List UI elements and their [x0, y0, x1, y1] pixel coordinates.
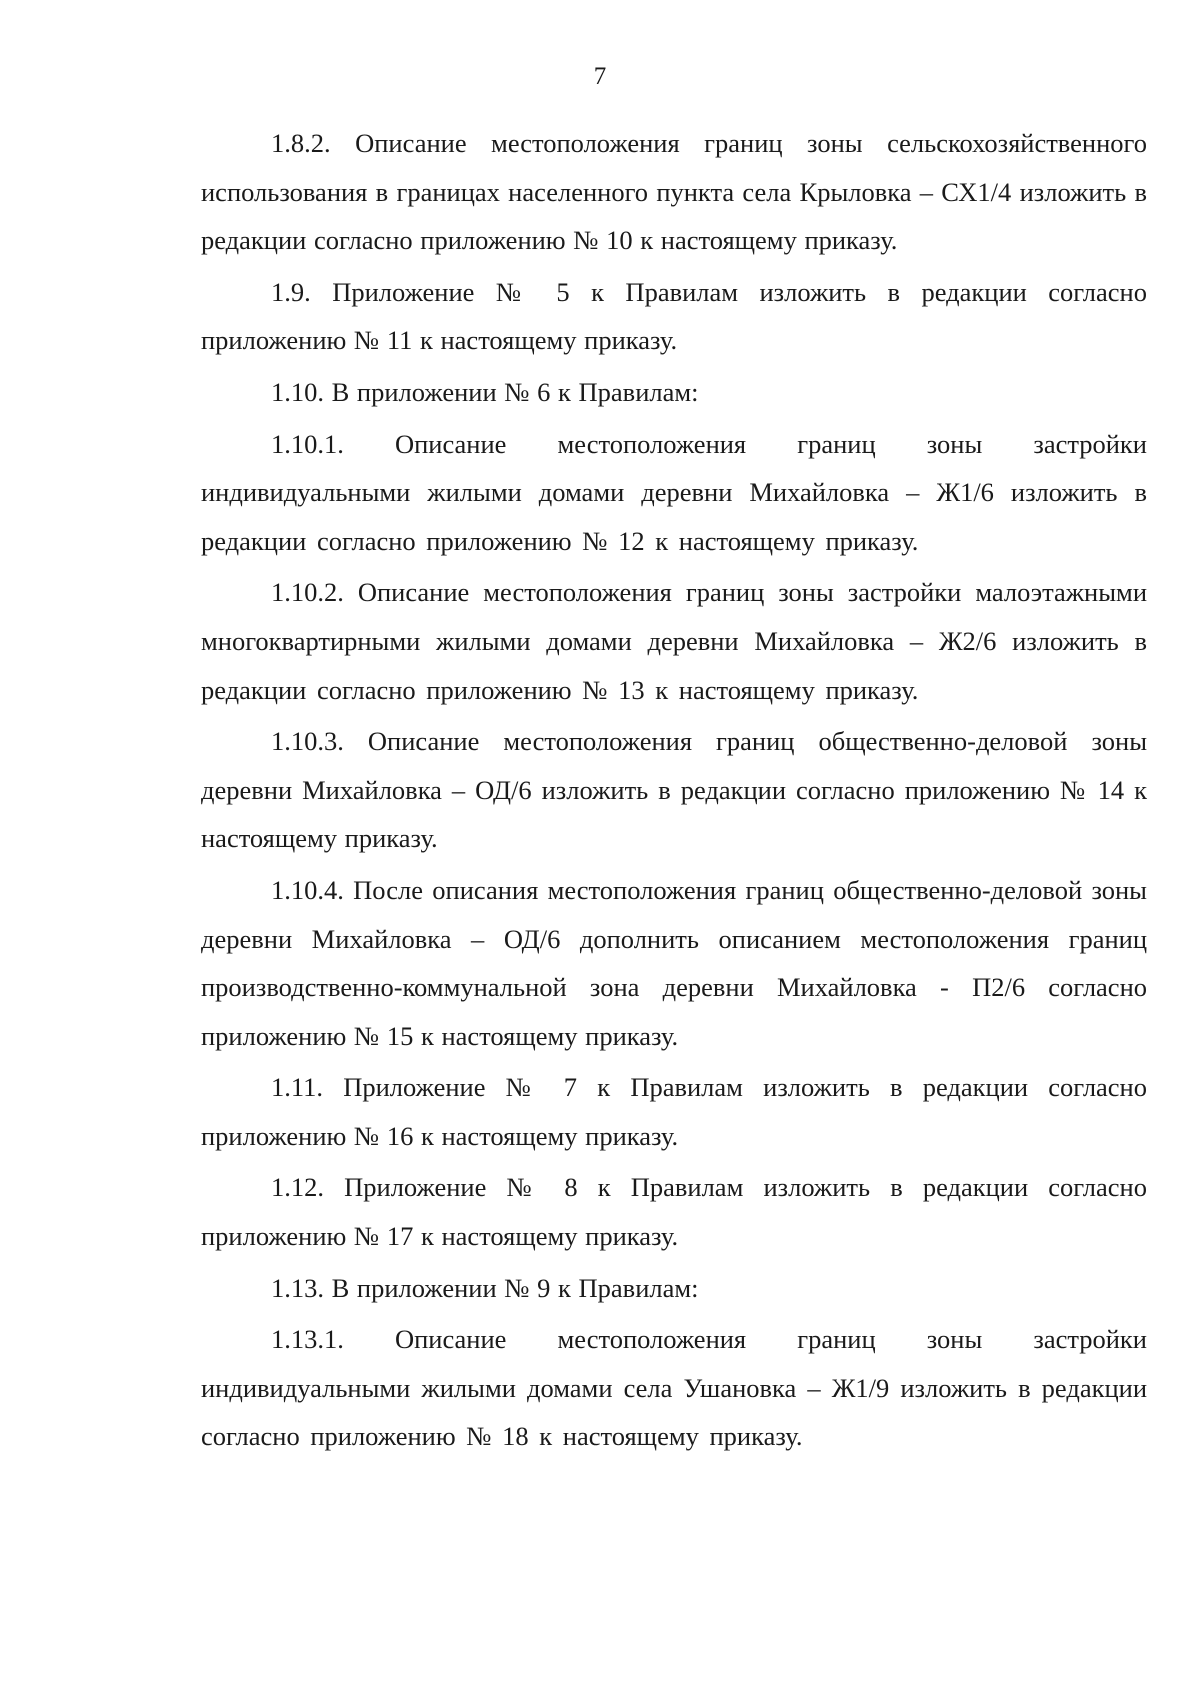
paragraph-1-10-1: 1.10.1. Описание местоположения границ зоны застройки индивидуальными жилыми домами деревни Михайловка – Ж1/6 изложить в редакции согласно приложению № 12 к настоящему приказу. — [201, 428, 1147, 556]
paragraph-1-8-2: 1.8.2. Описание местоположения границ зоны сельскохозяйственного использования в границах населенного пункта села Крыловка – СХ1/4 изложить в редакции согласно приложению № 10 к настоящему приказу. — [201, 128, 1147, 256]
page-number: 7 — [593, 63, 607, 90]
paragraph-1-12: 1.12. Приложение № 8 к Правилам изложить в редакции согласно приложению № 17 к настоящему приказу. — [201, 1172, 1147, 1252]
paragraph-1-11: 1.11. Приложение № 7 к Правилам изложить в редакции согласно приложению № 16 к настоящему приказу. — [201, 1072, 1147, 1151]
paragraph-1-13: 1.13. В приложении № 9 к Правилам: — [271, 1272, 699, 1303]
paragraph-1-13-1: 1.13.1. Описание местоположения границ зоны застройки индивидуальными жилыми домами села Ушановка – Ж1/9 изложить в редакции согласно приложению № 18 к настоящему приказу. — [201, 1324, 1147, 1452]
document-body — [201, 119, 1147, 1464]
paragraph-1-10-4: 1.10.4. После описания местоположения границ общественно-деловой зоны деревни Михайловка – ОД/6 дополнить описанием местоположения границ производственно-коммунальной зона деревни Михайловка - П2/6 согласно приложению № 15 к настоящему приказу. — [201, 874, 1147, 1051]
paragraph-1-10: 1.10. В приложении № 6 к Правилам: — [271, 376, 699, 407]
paragraph-1-9: 1.9. Приложение № 5 к Правилам изложить в редакции согласно приложению № 11 к настоящему приказу. — [201, 276, 1147, 356]
paragraph-1-10-3: 1.10.3. Описание местоположения границ общественно-деловой зоны деревни Михайловка – ОД/6 изложить в редакции согласно приложению № 14 к настоящему приказу. — [201, 726, 1147, 854]
paragraph-1-10-2: 1.10.2. Описание местоположения границ зоны застройки малоэтажными многоквартирными жилыми домами деревни Михайловка – Ж2/6 изложить в редакции согласно приложению № 13 к настоящему приказу. — [201, 577, 1147, 705]
